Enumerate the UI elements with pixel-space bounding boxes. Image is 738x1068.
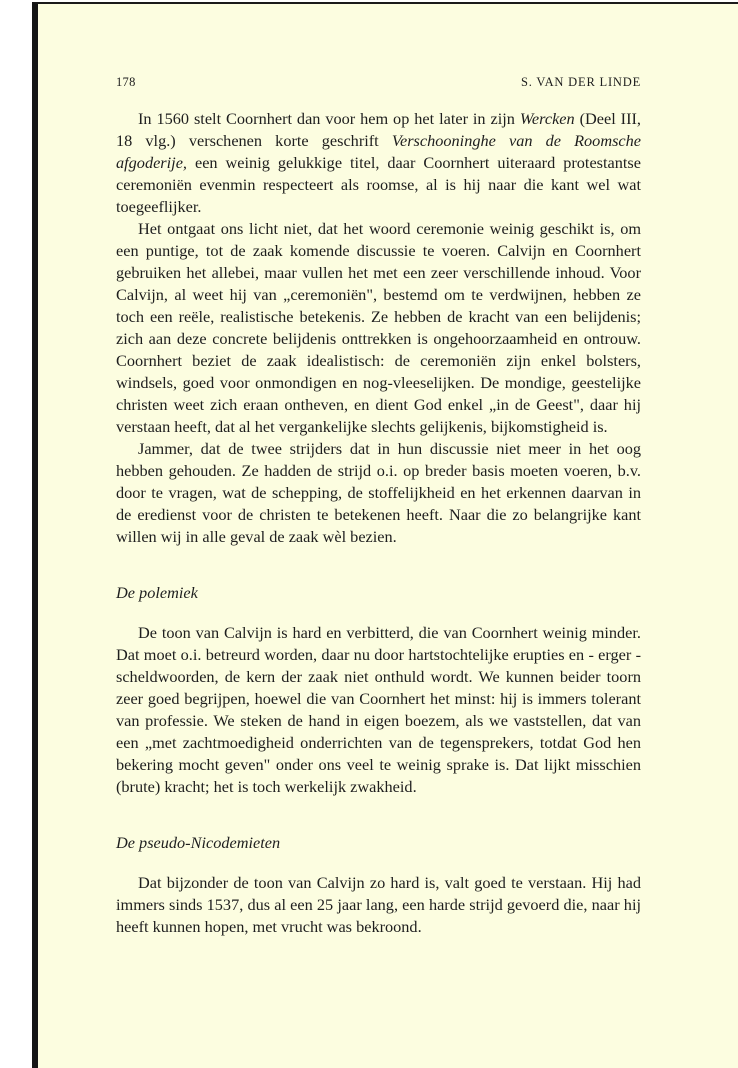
running-title: S. VAN DER LINDE [521, 75, 641, 89]
book-page [116, 72, 641, 938]
paragraph-2: Het ontgaat ons licht niet, dat het woord ceremonie weinig geschikt is, om een puntige, tot de zaak komende discussie te voeren. Calvijn en Coornhert gebruiken het allebei, maar vullen het met een zeer verschillende inhoud. Voor Calvijn, al weet hij van „ceremoniën", bestemd om te verdwijnen, hebben ze toch een reële, realistische betekenis. Ze hebben de kracht van een belijdenis; zich aan deze concrete belijdenis onttrekken is ongehoorzaamheid en ontrouw. Coornhert beziet de zaak idealistisch: de ceremoniën zijn enkel bolsters, windsels, goed voor onmondigen en nog-vleeselijken. De mondige, geestelijke christen weet zich eraan ontheven, en dient God enkel „in de Geest", daar hij verstaan heeft, dat al het vergankelijke slechts gelijkenis, bijkomstigheid is. [116, 219, 641, 436]
paragraph-1-text-a: In 1560 stelt Coornhert dan voor hem op het later in zijn [138, 109, 520, 128]
running-header [116, 72, 641, 92]
italic-title-verschooninghe: Verschooninghe van de Roomsche afgoderije, [116, 131, 641, 172]
paragraph-5: Dat bijzonder de toon van Calvijn zo hard is, valt goed te verstaan. Hij had immers sinds 1537, dus al een 25 jaar lang, een harde strijd gevoerd die, naar hij heeft kunnen hopen, met vrucht was bekroond. [116, 873, 641, 936]
paragraph-4: De toon van Calvijn is hard en verbitterd, die van Coornhert weinig minder. Dat moet o.i. betreurd worden, daar nu door hartstochtelijke erupties en - erger - scheldwoorden, de kern der zaak niet onthuld wordt. We kunnen beider toorn zeer goed begrijpen, hoewel die van Coornhert het minst: hij is immers tolerant van professie. We steken de hand in eigen boezem, als we vaststellen, dat van een „met zachtmoedigheid onderrichten van de tegensprekers, totdat God hen bekering mocht geven" onder ons veel te weinig sprake is. Dat lijkt misschien (brute) kracht; het is toch werkelijk zwakheid. [116, 623, 641, 796]
italic-title-wercken: Wercken [519, 109, 575, 128]
section-heading-polemiek: De polemiek [116, 583, 198, 602]
section-heading-nicodemieten: De pseudo-Nicodemieten [116, 833, 281, 852]
paragraph-1-text-c: (Deel III, 18 vlg.) verschenen korte geschrift [116, 109, 641, 150]
paragraph-1 [116, 108, 641, 218]
paragraph-3: Jammer, dat de twee strijders dat in hun discussie niet meer in het oog hebben gehouden. Ze hadden de strijd o.i. op breder basis moeten voeren, b.v. door te vragen, wat de schepping, de stoffelijkheid en het erkennen daarvan in de eredienst voor de christen te betekenen heeft. Naar die zo belangrijke kant willen wij in alle geval de zaak wèl bezien. [116, 439, 641, 546]
page-number: 178 [116, 75, 136, 89]
paragraph-1-text-e: een weinig gelukkige titel, daar Coornhert uiteraard protestantse ceremoniën evenmin respecteert als roomse, al is hij naar die kant wel wat toegeeflijker. [116, 153, 641, 216]
